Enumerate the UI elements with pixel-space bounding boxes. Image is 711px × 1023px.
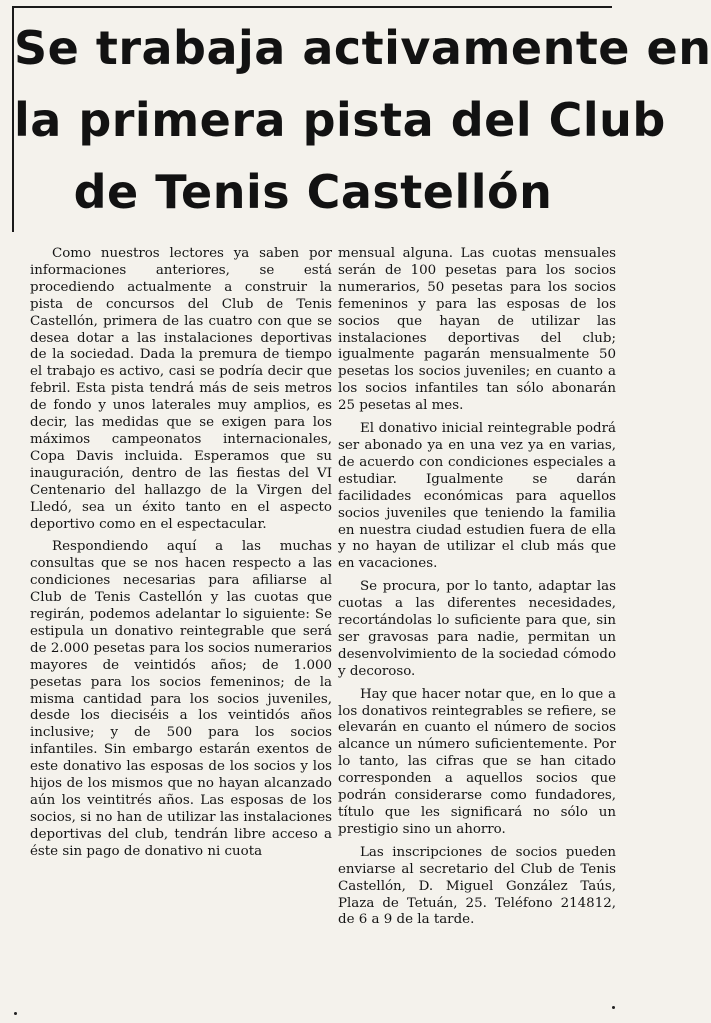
article-column-left: [30, 246, 332, 867]
print-speck: [612, 1006, 615, 1009]
article-paragraph: Las inscripciones de socios pueden enviarse al secretario del Club de Tenis Castellón, D. Miguel González Taús, Plaza de Tetuán, 25. Teléfono 214812, de 6 a 9 de la tarde.: [338, 844, 616, 928]
article-paragraph: Respondiendo aquí a las muchas consultas que se nos hacen respecto a las condiciones necesarias para afiliarse al Club de Tenis Castellón y las cuotas que regirán, podemos adelantar lo siguiente: Se estipula un donativo reintegrable que será de 2.000 pesetas para los socios numerarios mayores de veintidós años; de 1.000 pesetas para los socios femeninos; de la misma cantidad para los socios juveniles, desde los dieciséis a los veintidós años inclusive; y de 500 para los socios infantiles. Sin embargo estarán exentos de este donativo las esposas de los socios y los hijos de los mismos que no hayan alcanzado aún los veintitrés años. Las esposas de los socios, si no han de utilizar las instalaciones deportivas del club, tendrán libre acceso a éste sin pago de donativo ni cuota: [30, 539, 332, 859]
article-paragraph: Hay que hacer notar que, en lo que a los donativos reintegrables se refiere, se elevarán en cuanto el número de socios alcance un número suficientemente. Por lo tanto, las cifras que se han citado corresponden a aquellos socios que podrán considerarse como fundadores, título que les significará no sólo un prestigio sino un ahorro.: [338, 686, 616, 837]
headline: [14, 12, 711, 228]
article-paragraph: El donativo inicial reintegrable podrá ser abonado ya en una vez ya en varias, de acuerdo con condiciones especiales a estudiar. Igualmente se darán facilidades económicas para aquellos socios juveniles que teniendo la familia en nuestra ciudad estudien fuera de ella y no hayan de utilizar el club más que en vacaciones.: [338, 421, 616, 572]
article-column-right: [338, 246, 616, 935]
headline-line-3: de Tenis Castellón: [73, 165, 553, 219]
headline-line-1: Se trabaja activamente en: [14, 21, 711, 75]
article-paragraph: Como nuestros lectores ya saben por informaciones anteriores, se está procediendo actualmente a construir la pista de concursos del Club de Tenis Castellón, primera de las cuatro con que se desea dotar a las instalaciones deportivas de la sociedad. Dada la premura de tiempo el trabajo es activo, casi se podría decir que febril. Esta pista tendrá más de seis metros de fondo y unos laterales muy amplios, es decir, las medidas que se exigen para los máximos campeonatos internacionales, Copa Davis incluida. Esperamos que su inauguración, dentro de las fiestas del VI Centenario del hallazgo de la Virgen del Lledó, sea un éxito tanto en el aspecto deportivo como en el espectacular.: [30, 246, 332, 532]
top-border-rule: [12, 6, 612, 8]
print-speck: [14, 1012, 17, 1015]
headline-line-2: la primera pista del Club: [14, 93, 666, 147]
article-paragraph-continued: mensual alguna. Las cuotas mensuales serán de 100 pesetas para los socios numerarios, 50 pesetas para los socios femeninos y para las esposas de los socios que hayan de utilizar las instalaciones deportivas del club; igualmente pagarán mensualmente 50 pesetas los socios juveniles; en cuanto a los socios infantiles tan sólo abonarán 25 pesetas al mes.: [338, 246, 616, 414]
article-paragraph: Se procura, por lo tanto, adaptar las cuotas a las diferentes necesidades, recortándolas lo suficiente para que, sin ser gravosas para nadie, permitan un desenvolvimiento de la sociedad cómodo y decoroso.: [338, 579, 616, 679]
